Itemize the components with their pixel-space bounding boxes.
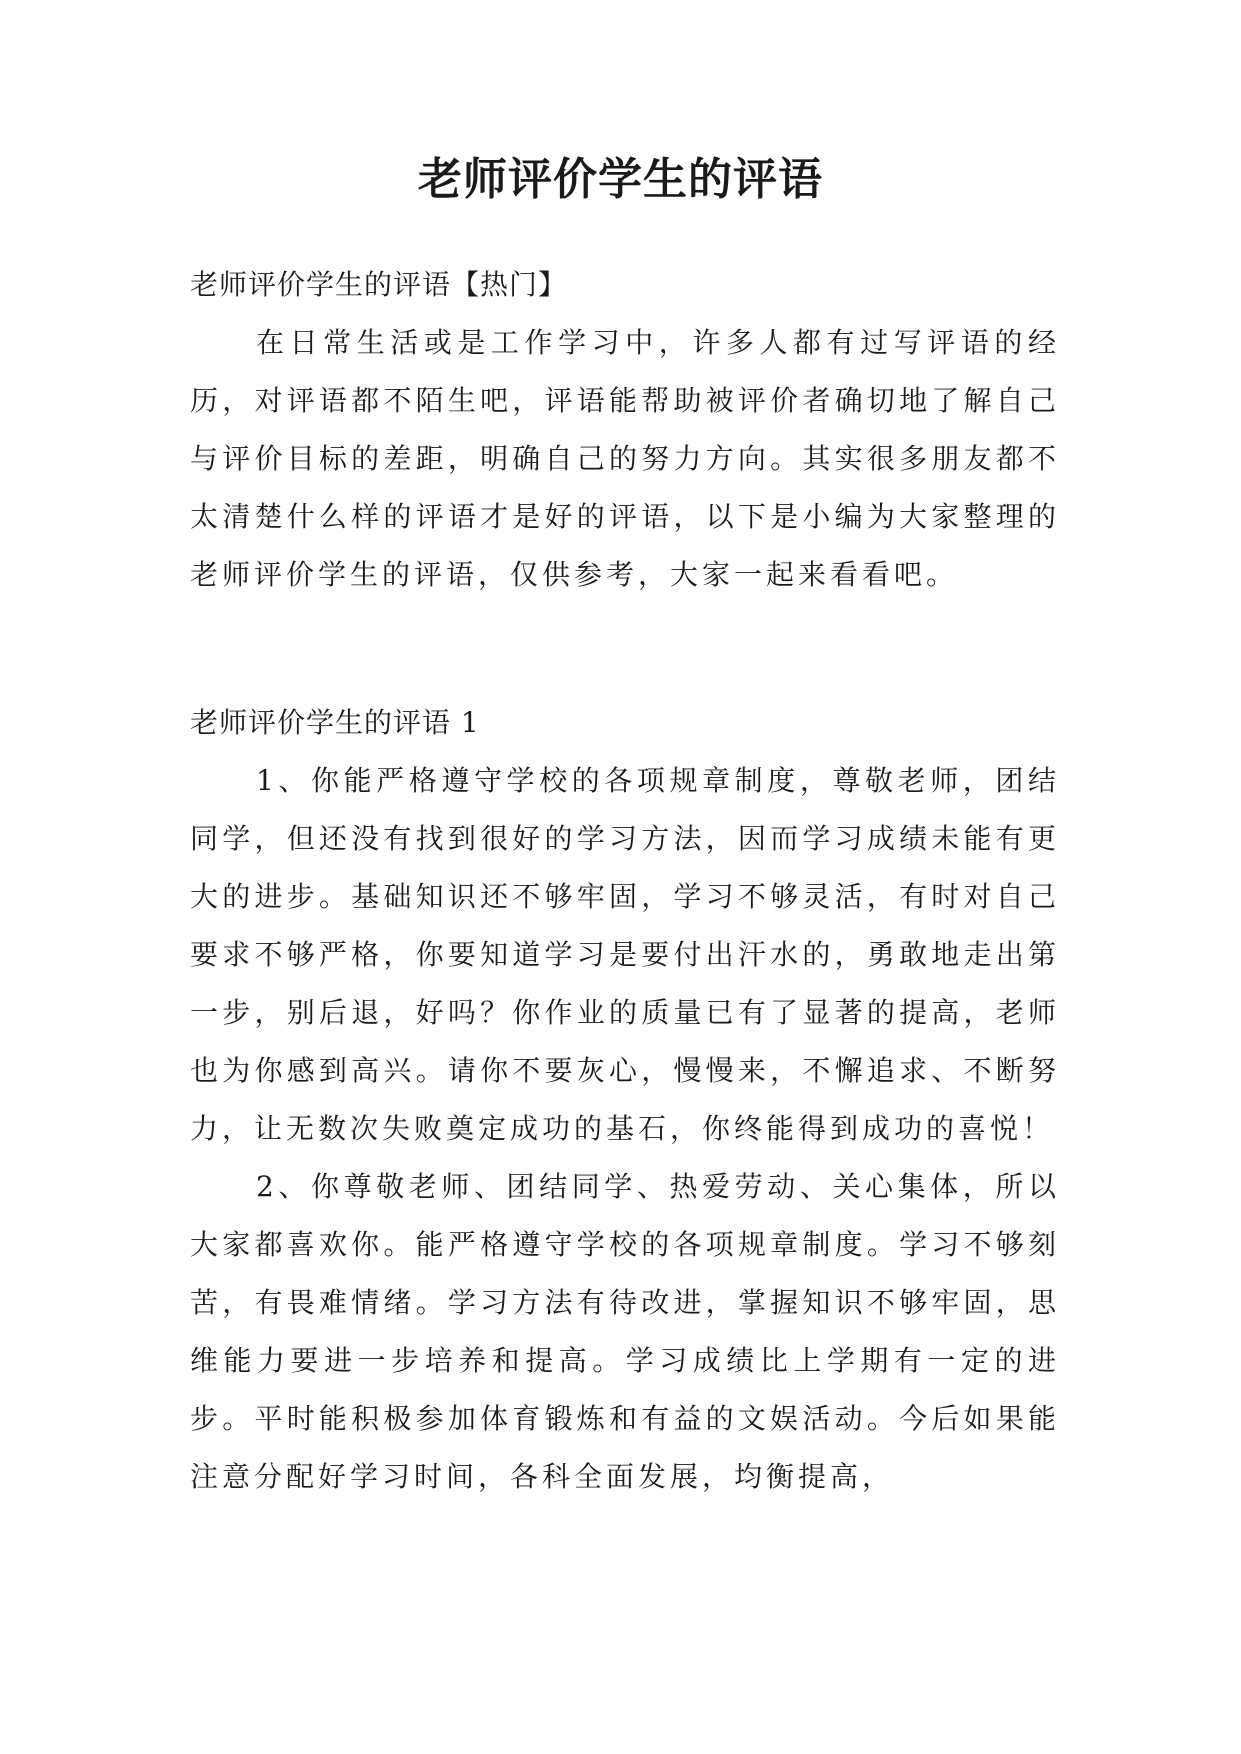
intro-heading: 老师评价学生的评语【热门】 [190, 268, 568, 301]
section-heading: 老师评价学生的评语 1 [190, 706, 480, 739]
comment-section-1 [190, 694, 1060, 1506]
intro-section [190, 256, 1060, 604]
comment-item-2: 2、你尊敬老师、团结同学、热爱劳动、关心集体，所以大家都喜欢你。能严格遵守学校的各项规章制度。学习不够刻苦，有畏难情绪。学习方法有待改进，掌握知识不够牢固，思维能力要进一步培养和提高。学习成绩比上学期有一定的进步。平时能积极参加体育锻炼和有益的文娱活动。今后如果能注意分配好学习时间，各科全面发展，均衡提高， [190, 1170, 1060, 1493]
document-title: 老师评价学生的评语 [418, 154, 823, 205]
intro-paragraph: 在日常生活或是工作学习中，许多人都有过写评语的经历，对评语都不陌生吧，评语能帮助被评价者确切地了解自己与评价目标的差距，明确自己的努力方向。其实很多朋友都不太清楚什么样的评语才是好的评语，以下是小编为大家整理的老师评价学生的评语，仅供参考，大家一起来看看吧。 [190, 326, 1060, 591]
comment-item-1: 1、你能严格遵守学校的各项规章制度，尊敬老师，团结同学，但还没有找到很好的学习方法，因而学习成绩未能有更大的进步。基础知识还不够牢固，学习不够灵活，有时对自己要求不够严格，你要知道学习是要付出汗水的，勇敢地走出第一步，别后退，好吗？你作业的质量已有了显著的提高，老师也为你感到高兴。请你不要灰心，慢慢来，不懈追求、不断努力，让无数次失败奠定成功的基石，你终能得到成功的喜悦！ [190, 764, 1060, 1145]
